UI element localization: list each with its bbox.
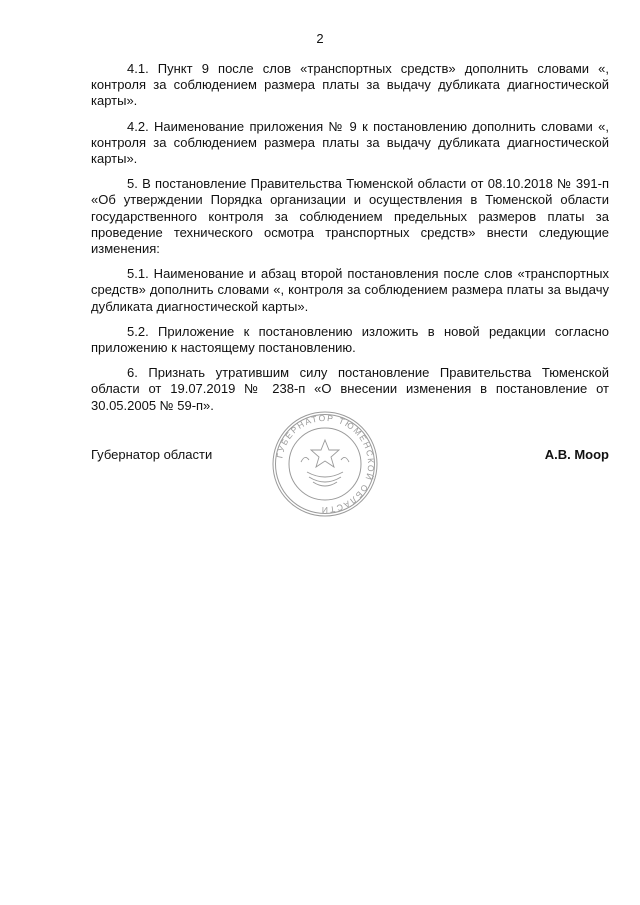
document-body: [91, 61, 609, 423]
paragraph-4-1: 4.1. Пункт 9 после слов «транспортных средств» дополнить словами «, контроля за соблюдением размера платы за выдачу дубликата диагностической карты».: [91, 61, 609, 109]
seal-ring-text: ГУБЕРНАТОР ТЮМЕНСКОЙ ОБЛАСТИ: [274, 412, 377, 516]
paragraph-5: 5. В постановление Правительства Тюменской области от 08.10.2018 № 391-п «Об утверждении Порядка организации и осуществления в Тюменской области государственного контроля за соблюдением предельных размеров платы за проведение технического осмотра транспортных средств» внести следующие изменения:: [91, 176, 609, 257]
page-number: 2: [316, 31, 324, 46]
paragraph-5-2: 5.2. Приложение к постановлению изложить в новой редакции согласно приложению к настоящему постановлению.: [91, 323, 609, 356]
paragraph-4-2: 4.2. Наименование приложения № 9 к постановлению дополнить словами «, контроля за соблюдением размера платы за выдачу дубликата диагностической карты».: [91, 118, 609, 167]
signatory-title: Губернатор области: [91, 447, 213, 462]
signatory-name: А.В. Моор: [544, 447, 609, 462]
paragraph-5-1: 5.1. Наименование и абзац второй постановления после слов «транспортных средств» дополнить словами «, контроля за соблюдением размера платы за выдачу дубликата диагностической карты».: [91, 266, 609, 314]
paragraph-6: 6. Признать утратившим силу постановление Правительства Тюменской области от 19.07.2019 № 238-п «О внесении изменения в постановление от 30.05.2005 № 59-п».: [91, 365, 609, 413]
seal-emblem: [301, 440, 349, 486]
official-seal-stamp: [271, 410, 379, 518]
